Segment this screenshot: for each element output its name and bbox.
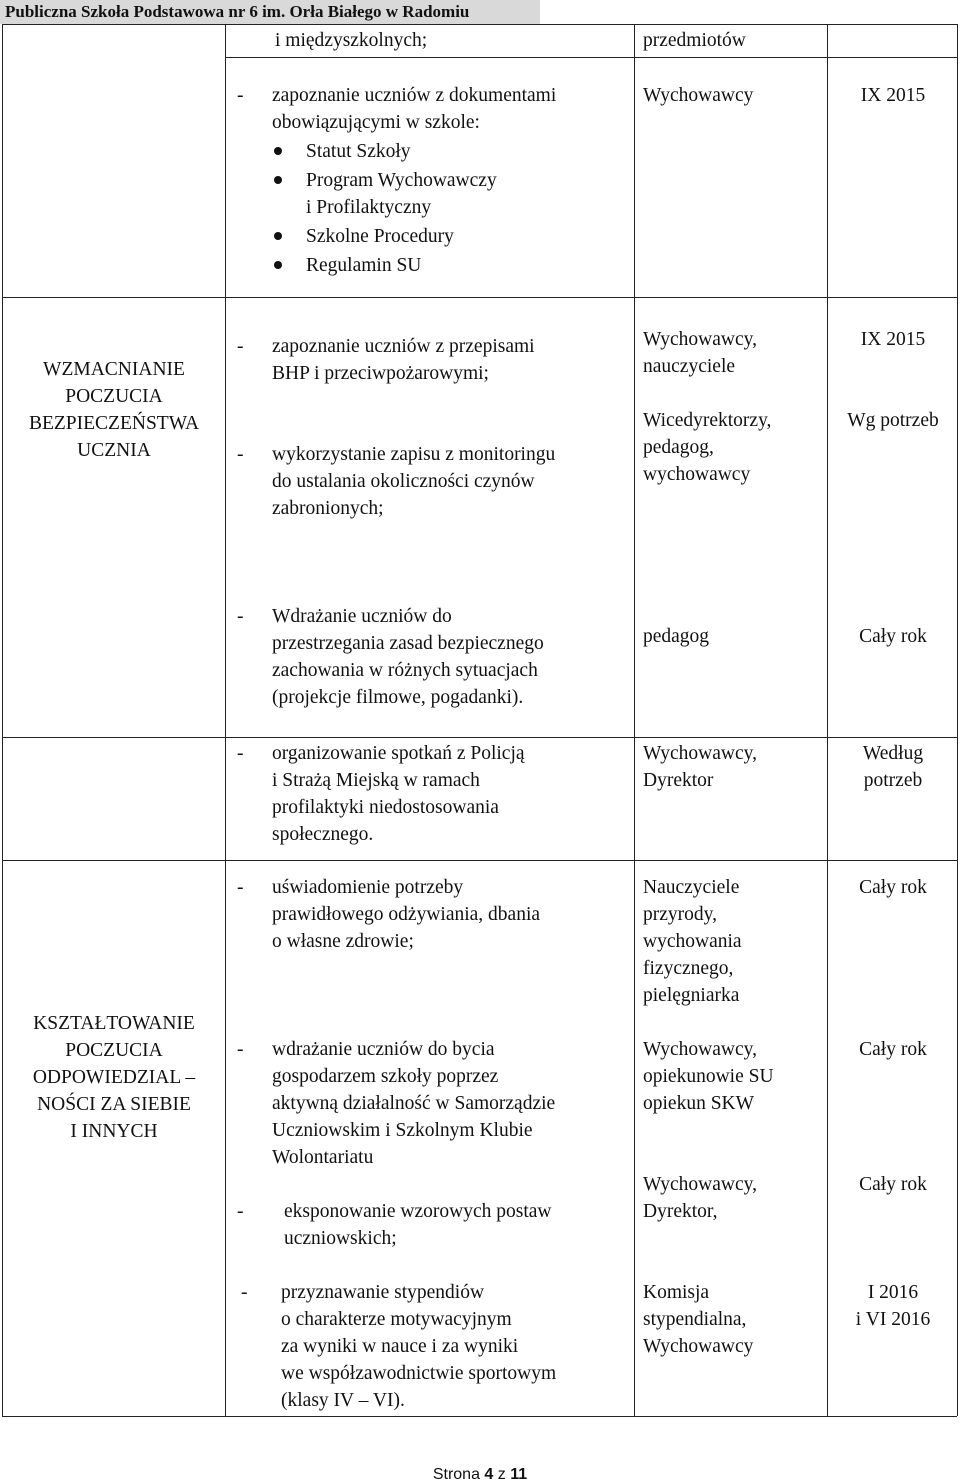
responsible-line: pielęgniarka — [643, 985, 740, 1006]
list-item: Regulamin SU — [306, 255, 422, 276]
list-item: i Profilaktyczny — [306, 197, 432, 218]
page-current: 4 — [484, 1466, 494, 1483]
task-line: we współzawodnictwie sportowym — [281, 1363, 557, 1384]
dash-marker: - — [241, 1282, 248, 1303]
area-title-line: KSZTAŁTOWANIE — [33, 1013, 195, 1034]
area-title-line: POCZUCIA — [65, 386, 163, 407]
area-title-line: POCZUCIA — [65, 1040, 163, 1061]
task-line: o charakterze motywacyjnym — [281, 1309, 512, 1330]
responsible-cell: Wychowawcy — [643, 85, 754, 106]
task-line: Wolontariatu — [272, 1147, 374, 1168]
task-line: (klasy IV – VI). — [281, 1390, 405, 1411]
page-total: 11 — [510, 1466, 528, 1483]
deadline-line: Według — [862, 743, 924, 764]
row-divider — [2, 737, 957, 738]
responsible-line: Komisja — [643, 1282, 710, 1303]
page-label: Strona — [432, 1466, 480, 1483]
row-divider — [2, 860, 957, 861]
table-bottom-border — [2, 1416, 957, 1417]
deadline-cell: Wg potrzeb — [847, 410, 939, 431]
task-line: organizowanie spotkań z Policją — [272, 743, 525, 764]
task-line: uświadomienie potrzeby — [272, 877, 464, 898]
responsible-cell: przedmiotów — [643, 30, 746, 51]
responsible-line: Wychowawcy — [643, 1336, 754, 1357]
bullet-icon — [274, 261, 282, 269]
task-line: przestrzegania zasad bezpiecznego — [272, 633, 544, 654]
row-divider — [225, 57, 957, 58]
responsible-line: fizycznego, — [643, 958, 734, 979]
task-line: przyznawanie stypendiów — [281, 1282, 485, 1303]
responsible-line: stypendialna, — [643, 1309, 747, 1330]
task-cell: i międzyszkolnych; — [275, 30, 428, 51]
task-line: wdrażanie uczniów do bycia — [272, 1039, 495, 1060]
task-line: Wdrażanie uczniów do — [272, 606, 452, 627]
deadline-cell: Cały rok — [859, 1174, 927, 1195]
responsible-line: nauczyciele — [643, 356, 736, 377]
responsible-line: wychowawcy — [643, 464, 751, 485]
deadline-line: i VI 2016 — [855, 1309, 931, 1330]
task-line: gospodarzem szkoły poprzez — [272, 1066, 499, 1087]
task-line: BHP i przeciwpożarowymi; — [272, 363, 489, 384]
responsible-line: Wychowawcy, — [643, 329, 757, 350]
task-line: Uczniowskim i Szkolnym Klubie — [272, 1120, 533, 1141]
task-line: zachowania w różnych sytuacjach — [272, 660, 538, 681]
row-divider — [2, 297, 957, 298]
deadline-cell: IX 2015 — [860, 329, 926, 350]
task-line: uczniowskich; — [284, 1228, 397, 1249]
column-divider — [634, 24, 635, 1416]
deadline-cell: Cały rok — [859, 1039, 927, 1060]
responsible-line: Wicedyrektorzy, — [643, 410, 772, 431]
responsible-cell: pedagog — [643, 626, 710, 647]
table-right-border — [957, 24, 958, 1416]
task-line: zabronionych; — [272, 498, 384, 519]
task-line: o własne zdrowie; — [272, 931, 414, 952]
dash-marker: - — [237, 444, 244, 465]
dash-marker: - — [237, 85, 244, 106]
bullet-icon — [274, 147, 282, 155]
area-title-line: NOŚCI ZA SIEBIE — [37, 1094, 191, 1115]
deadline-cell: Cały rok — [859, 626, 927, 647]
dash-marker: - — [237, 1039, 244, 1060]
area-title-line: I INNYCH — [70, 1121, 158, 1142]
task-line: aktywną działalność w Samorządzie — [272, 1093, 556, 1114]
area-title-line: WZMACNIANIE — [43, 359, 185, 380]
list-item: Szkolne Procedury — [306, 226, 454, 247]
dash-marker: - — [237, 606, 244, 627]
bullet-icon — [274, 176, 282, 184]
table-top-border — [2, 24, 957, 25]
responsible-line: Wychowawcy, — [643, 1039, 757, 1060]
area-title-line: UCZNIA — [77, 440, 151, 461]
column-divider — [827, 24, 828, 1416]
column-divider — [225, 24, 226, 1416]
responsible-line: pedagog, — [643, 437, 714, 458]
responsible-line: Wychowawcy, — [643, 1174, 757, 1195]
table-left-border — [2, 24, 3, 1416]
list-item: Program Wychowawczy — [306, 170, 497, 191]
dash-marker: - — [237, 336, 244, 357]
responsible-line: opiekun SKW — [643, 1093, 755, 1114]
dash-marker: - — [237, 1201, 244, 1222]
list-item: Statut Szkoły — [306, 141, 411, 162]
responsible-line: opiekunowie SU — [643, 1066, 774, 1087]
deadline-cell: Cały rok — [859, 877, 927, 898]
task-line: za wyniki w nauce i za wyniki — [281, 1336, 519, 1357]
task-line: profilaktyki niedostosowania — [272, 797, 499, 818]
page-footer — [0, 1466, 960, 1484]
responsible-line: Dyrektor, — [643, 1201, 718, 1222]
task-line: eksponowanie wzorowych postaw — [284, 1201, 552, 1222]
area-title-line: ODPOWIEDZIAL – — [32, 1067, 196, 1088]
task-line: zapoznanie uczniów z przepisami — [272, 336, 535, 357]
task-line: i Strażą Miejską w ramach — [272, 770, 480, 791]
task-line: (projekcje filmowe, pogadanki). — [272, 687, 524, 708]
task-line: prawidłowego odżywiania, dbania — [272, 904, 541, 925]
deadline-cell: IX 2015 — [860, 85, 926, 106]
dash-marker: - — [237, 743, 244, 764]
task-line: społecznego. — [272, 824, 374, 845]
responsible-line: Nauczyciele — [643, 877, 740, 898]
responsible-line: wychowania — [643, 931, 742, 952]
school-name: Publiczna Szkoła Podstawowa nr 6 im. Orła Białego w Radomiu — [5, 2, 470, 21]
area-title-line: BEZPIECZEŃSTWA — [28, 413, 200, 434]
responsible-line: Dyrektor — [643, 770, 714, 791]
deadline-line: potrzeb — [863, 770, 923, 791]
task-line: do ustalania okoliczności czynów — [272, 471, 535, 492]
page-separator: z — [497, 1466, 506, 1483]
task-line: zapoznanie uczniów z dokumentami — [272, 85, 557, 106]
responsible-line: przyrody, — [643, 904, 718, 925]
task-line: wykorzystanie zapisu z monitoringu — [272, 444, 556, 465]
deadline-line: I 2016 — [867, 1282, 919, 1303]
task-line: obowiązującymi w szkole: — [272, 112, 480, 133]
dash-marker: - — [237, 877, 244, 898]
bullet-icon — [274, 232, 282, 240]
responsible-line: Wychowawcy, — [643, 743, 757, 764]
